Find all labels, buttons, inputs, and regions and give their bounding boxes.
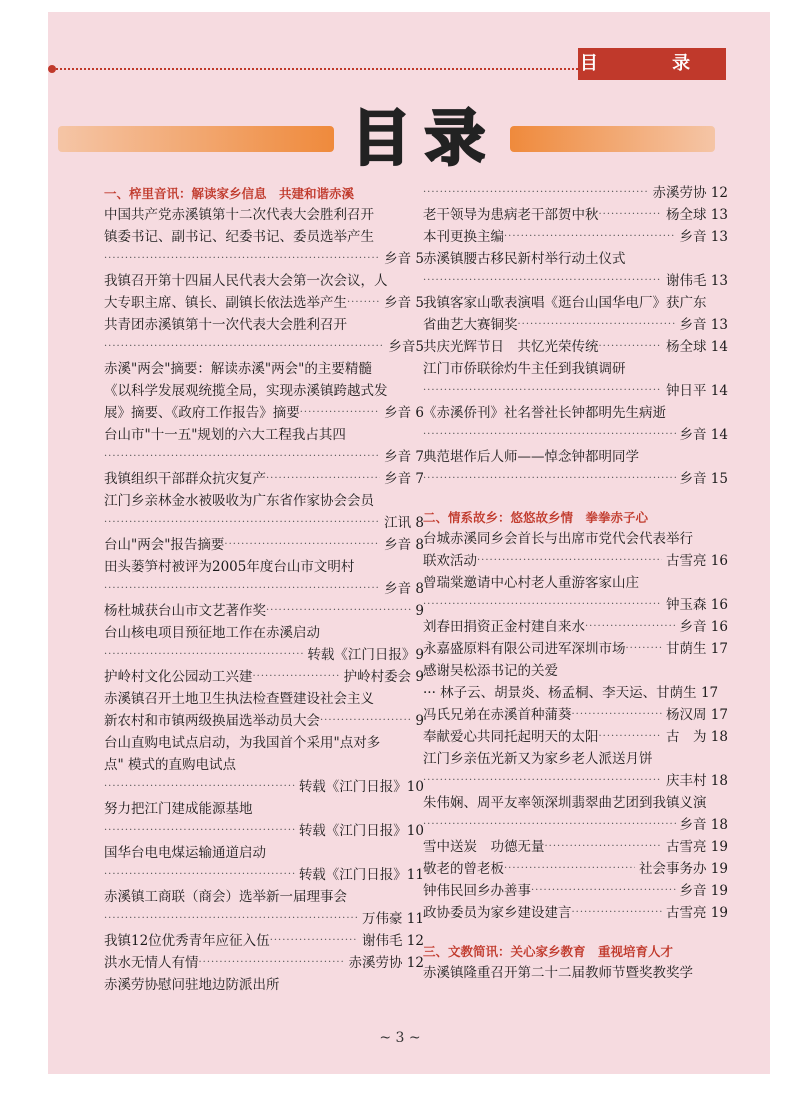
toc-entry-source-page: 甘荫生 17: [666, 641, 728, 657]
dot-leader: [199, 952, 345, 974]
toc-column-left: [104, 182, 424, 996]
dot-leader: [423, 424, 676, 446]
toc-entry-source-page: 乡音 13: [679, 317, 728, 333]
dot-leader: [270, 930, 358, 952]
dot-leader: [477, 550, 662, 572]
toc-entry-title: 钟伟民回乡办善事: [423, 883, 531, 899]
dot-leader: [504, 858, 635, 880]
toc-entry-source-page: 庆丰村 18: [666, 773, 728, 789]
toc-entry-row[interactable]: [423, 380, 728, 402]
toc-entry-title[interactable]: 国华台电电煤运输通道启动: [104, 845, 266, 861]
dot-leader: [572, 704, 663, 726]
toc-entry-row[interactable]: [104, 468, 424, 490]
toc-entry-row[interactable]: [423, 726, 728, 748]
toc-entry-row[interactable]: [104, 930, 424, 952]
toc-entry-title: 洪水无情人有情: [104, 955, 199, 971]
toc-entry-title: 我镇组织干部群众抗灾复产: [104, 471, 266, 487]
toc-entry-title: 冯氏兄弟在赤溪首种蒲葵: [423, 707, 572, 723]
toc-entry-row[interactable]: [423, 336, 728, 358]
dot-leader: [423, 468, 676, 490]
dot-leader: [626, 638, 663, 660]
toc-entry-title: 本刊更换主编: [423, 229, 504, 245]
toc-entry-source-page: 乡音 15: [679, 471, 728, 487]
toc-entry-source-page: 古雪亮 19: [666, 905, 728, 921]
toc-entry-row[interactable]: [104, 534, 424, 556]
toc-entry-title: 雪中送炭 功德无量: [423, 839, 545, 855]
toc-entry-title[interactable]: 朱伟娴、周平友率领深圳翡翠曲艺团到我镇义演: [423, 795, 707, 811]
header-rule-dot: [48, 65, 56, 73]
dot-leader: [320, 710, 411, 732]
toc-entry-row[interactable]: [423, 270, 728, 292]
dot-leader: [585, 616, 676, 638]
toc-entry-source-page: 赤溪劳协 12: [652, 185, 728, 201]
toc-entry-title[interactable]: 台山市"十一五"规划的六大工程我占其四: [104, 427, 346, 443]
dot-leader: [300, 402, 380, 424]
toc-entry-title[interactable]: 努力把江门建成能源基地: [104, 801, 253, 817]
dot-leader: [599, 204, 663, 226]
toc-entry-source-page: 万伟豪 11: [362, 911, 424, 927]
toc-entry-source-page: 护岭村委会 9: [343, 669, 424, 685]
dot-leader: [104, 864, 295, 886]
toc-entry-source-page: 古 为 18: [666, 729, 728, 745]
dot-leader: [266, 600, 411, 622]
dot-leader: [572, 902, 663, 924]
toc-entry-title: 省曲艺大赛铜奖: [423, 317, 518, 333]
dot-leader: [423, 270, 662, 292]
toc-entry-source-page: 杨全球 14: [666, 339, 728, 355]
toc-entry-title[interactable]: 曾瑞棠邀请中心村老人重游客家山庄: [423, 575, 639, 591]
dot-leader: [104, 644, 303, 666]
toc-entry-source-page: 乡音 6: [384, 405, 424, 421]
toc-entry-row[interactable]: [423, 814, 728, 836]
toc-entry-title[interactable]: 台山直购电试点启动，为我国首个采用"点对多: [104, 735, 381, 751]
toc-entry-title[interactable]: 赤溪镇腰古移民新村举行动土仪式: [423, 251, 626, 267]
toc-entry-title[interactable]: 江门乡亲伍光新又为家乡老人派送月饼: [423, 751, 653, 767]
toc-entry-title[interactable]: 江门市侨联徐灼牛主任到我镇调研: [423, 361, 626, 377]
toc-entry-title[interactable]: 我镇客家山歌表演唱《逛台山国华电厂》获广东: [423, 295, 707, 311]
section-heading: 二、情系故乡：悠悠故乡情 拳拳赤子心: [423, 510, 649, 525]
toc-entry-row[interactable]: [104, 644, 424, 666]
toc-entry-title[interactable]: 中国共产党赤溪镇第十二次代表大会胜利召开: [104, 207, 374, 223]
dot-leader: [504, 226, 676, 248]
toc-entry-source-page: 9: [415, 713, 424, 729]
toc-entry-title[interactable]: 赤溪镇工商联（商会）选举新一届理事会: [104, 889, 347, 905]
dot-leader: [104, 512, 380, 534]
toc-entry-title: 新农村和市镇两级换届选举动员大会: [104, 713, 320, 729]
toc-entry-title: 共庆光辉节日 共忆光荣传统: [423, 339, 599, 355]
toc-entry-source-page: 9: [415, 603, 424, 619]
toc-entry-title: 大专职主席、镇长、副镇长依法选举产生: [104, 295, 347, 311]
dot-leader: [599, 726, 663, 748]
toc-entry-title[interactable]: 我镇召开第十四届人民代表大会第一次会议，人: [104, 273, 388, 289]
dot-leader: [599, 336, 663, 358]
toc-entry-row[interactable]: [423, 468, 728, 490]
toc-entry-title: 政协委员为家乡建设建言: [423, 905, 572, 921]
toc-entry-title[interactable]: 江门乡亲林金水被吸收为广东省作家协会会员: [104, 493, 374, 509]
toc-entry-row[interactable]: [104, 446, 424, 468]
toc-entry-row[interactable]: [104, 952, 424, 974]
toc-entry-source-page: 乡音 16: [679, 619, 728, 635]
section-header-tab: 目 录: [578, 48, 726, 80]
toc-entry-row[interactable]: [423, 226, 728, 248]
toc-entry-title[interactable]: 赤溪镇召开土地卫生执法检查暨建设社会主义: [104, 691, 374, 707]
toc-entry-row[interactable]: [104, 600, 424, 622]
dot-leader: [104, 908, 358, 930]
toc-entry-source-page: 乡音 13: [679, 229, 728, 245]
toc-entry-source-page: 乡音 19: [679, 883, 728, 899]
toc-entry-row[interactable]: [104, 776, 424, 798]
toc-entry-source-page: 赤溪劳协 12: [348, 955, 424, 971]
dot-leader: [531, 880, 676, 902]
toc-entry-source-page: 转载《江门日报》11: [298, 867, 424, 883]
toc-entry-source-page: 乡音 8: [384, 581, 424, 597]
section-heading: 三、文教简讯：关心家乡教育 重视培育人才: [423, 944, 674, 959]
toc-entry-source-page: 谢伟毛 13: [666, 273, 728, 289]
toc-entry-title[interactable]: 赤溪"两会"摘要：解读赤溪"两会"的主要精髓: [104, 361, 372, 377]
toc-entry-source-page: 谢伟毛 12: [362, 933, 424, 949]
dot-leader: [423, 594, 662, 616]
toc-entry-title: 永嘉盛原料有限公司进军深圳市场: [423, 641, 626, 657]
toc-entry-source-page: 社会事务办 19: [639, 861, 728, 877]
toc-entry-row[interactable]: [104, 710, 424, 732]
dot-leader: [266, 468, 380, 490]
toc-entry-title: 我镇12位优秀青年应征入伍: [104, 933, 270, 949]
toc-entry-source-page: 乡音 7: [384, 449, 424, 465]
toc-entry-row[interactable]: [104, 908, 424, 930]
toc-entry-title: 护岭村文化公园动工兴建: [104, 669, 253, 685]
toc-entry-title: 老干领导为患病老干部贺中秋: [423, 207, 599, 223]
toc-entry-title[interactable]: 感谢吴松添书记的关爱: [423, 663, 558, 679]
toc-entry-row[interactable]: [423, 204, 728, 226]
dot-leader: [423, 182, 649, 204]
toc-entry-source-page: 乡音 14: [679, 427, 728, 443]
dot-leader: [104, 820, 295, 842]
toc-entry-title: 刘春田捐资正金村建自来水: [423, 619, 585, 635]
toc-entry-title[interactable]: 田头蒌笋村被评为2005年度台山市文明村: [104, 559, 355, 575]
toc-entry-row[interactable]: [104, 864, 424, 886]
toc-entry-row[interactable]: [423, 550, 728, 572]
toc-entry-source-page: 古雪亮 19: [666, 839, 728, 855]
toc-entry-source-page: 转载《江门日报》10: [298, 823, 424, 839]
toc-entry-row[interactable]: [423, 594, 728, 616]
toc-entry-row[interactable]: [104, 578, 424, 600]
toc-entry-row[interactable]: [423, 616, 728, 638]
toc-entry-title[interactable]: ··· 林子云、胡景炎、杨孟桐、李天运、甘荫生 17: [423, 685, 719, 701]
toc-entry-row[interactable]: [423, 858, 728, 880]
toc-entry-row[interactable]: [423, 880, 728, 902]
toc-entry-title[interactable]: 台山核电项目预征地工作在赤溪启动: [104, 625, 320, 641]
dot-leader: [224, 534, 380, 556]
toc-entry-title[interactable]: 点" 模式的直购电试点: [104, 757, 237, 773]
toc-entry-row[interactable]: [104, 512, 424, 534]
toc-entry-row[interactable]: [104, 820, 424, 842]
toc-entry-title[interactable]: 典范堪作后人师——悼念钟都明同学: [423, 449, 639, 465]
toc-entry-source-page: 钟日平 14: [666, 383, 728, 399]
toc-entry-title[interactable]: 镇委书记、副书记、纪委书记、委员选举产生: [104, 229, 374, 245]
toc-entry-row[interactable]: [423, 424, 728, 446]
toc-entry-row[interactable]: [104, 666, 424, 688]
title-bar-left: [58, 126, 334, 152]
header-rule: [52, 68, 646, 70]
toc-entry-title[interactable]: 赤溪劳协慰问驻地边防派出所: [104, 977, 280, 993]
dot-leader: [423, 770, 662, 792]
toc-entry-source-page: 转载《江门日报》10: [298, 779, 424, 795]
dot-leader: [104, 336, 384, 358]
toc-entry-row[interactable]: [104, 402, 424, 424]
toc-entry-row[interactable]: [104, 336, 424, 358]
toc-entry-source-page: 乡音 5: [384, 295, 424, 311]
toc-entry-title: 杨杜城获台山市文艺著作奖: [104, 603, 266, 619]
toc-entry-source-page: 乡音 18: [679, 817, 728, 833]
dot-leader: [104, 446, 380, 468]
toc-entry-title[interactable]: 赤溪镇隆重召开第二十二届教师节暨奖教奖学: [423, 965, 693, 981]
toc-entry-row[interactable]: [423, 902, 728, 924]
toc-entry-title: 奉献爱心共同托起明天的太阳: [423, 729, 599, 745]
toc-entry-row[interactable]: [423, 638, 728, 660]
page-title: 目录: [351, 104, 499, 174]
dot-leader: [347, 292, 380, 314]
toc-entry-source-page: 杨汉周 17: [666, 707, 728, 723]
toc-entry-source-page: 古雪亮 16: [666, 553, 728, 569]
toc-entry-title: 敬老的曾老板: [423, 861, 504, 877]
dot-leader: [253, 666, 340, 688]
toc-entry-row[interactable]: [104, 292, 424, 314]
toc-entry-row[interactable]: [423, 836, 728, 858]
dot-leader: [518, 314, 676, 336]
toc-entry-row[interactable]: [423, 704, 728, 726]
toc-entry-source-page: 江讯 8: [384, 515, 424, 531]
toc-entry-source-page: 乡音 7: [384, 471, 424, 487]
toc-entry-title[interactable]: 《赤溪侨刊》社名誉社长钟都明先生病逝: [423, 405, 666, 421]
dot-leader: [545, 836, 663, 858]
toc-entry-title[interactable]: 共青团赤溪镇第十一次代表大会胜利召开: [104, 317, 347, 333]
title-bar-right: [510, 126, 715, 152]
dot-leader: [104, 776, 295, 798]
toc-entry-title: 台山"两会"报告摘要: [104, 537, 225, 553]
toc-entry-source-page: 杨全球 13: [666, 207, 728, 223]
toc-entry-source-page: 乡音 8: [384, 537, 424, 553]
toc-entry-source-page: 钟玉森 16: [666, 597, 728, 613]
toc-entry-title: 展》摘要、《政府工作报告》摘要: [104, 405, 300, 421]
toc-entry-source-page: 乡音 5: [384, 251, 424, 267]
toc-entry-row[interactable]: [423, 770, 728, 792]
toc-column-right: [423, 182, 728, 984]
page-number: ~ 3 ~: [379, 1030, 421, 1046]
toc-entry-row[interactable]: [104, 248, 424, 270]
toc-entry-row[interactable]: [423, 314, 728, 336]
dot-leader: [423, 380, 662, 402]
toc-entry-title: 联欢活动: [423, 553, 477, 569]
toc-entry-source-page: 乡音5: [388, 339, 424, 355]
section-heading: 一、梓里音讯：解读家乡信息 共建和谐赤溪: [104, 186, 355, 201]
dot-leader: [104, 248, 380, 270]
dot-leader: [104, 578, 380, 600]
toc-entry-title[interactable]: 《以科学发展观统揽全局，实现赤溪镇跨越式发: [104, 383, 388, 399]
dot-leader: [423, 814, 676, 836]
toc-entry-row[interactable]: [423, 182, 728, 204]
toc-entry-source-page: 转载《江门日报》9: [307, 647, 424, 663]
toc-entry-title[interactable]: 台城赤溪同乡会首长与出席市党代会代表举行: [423, 531, 693, 547]
